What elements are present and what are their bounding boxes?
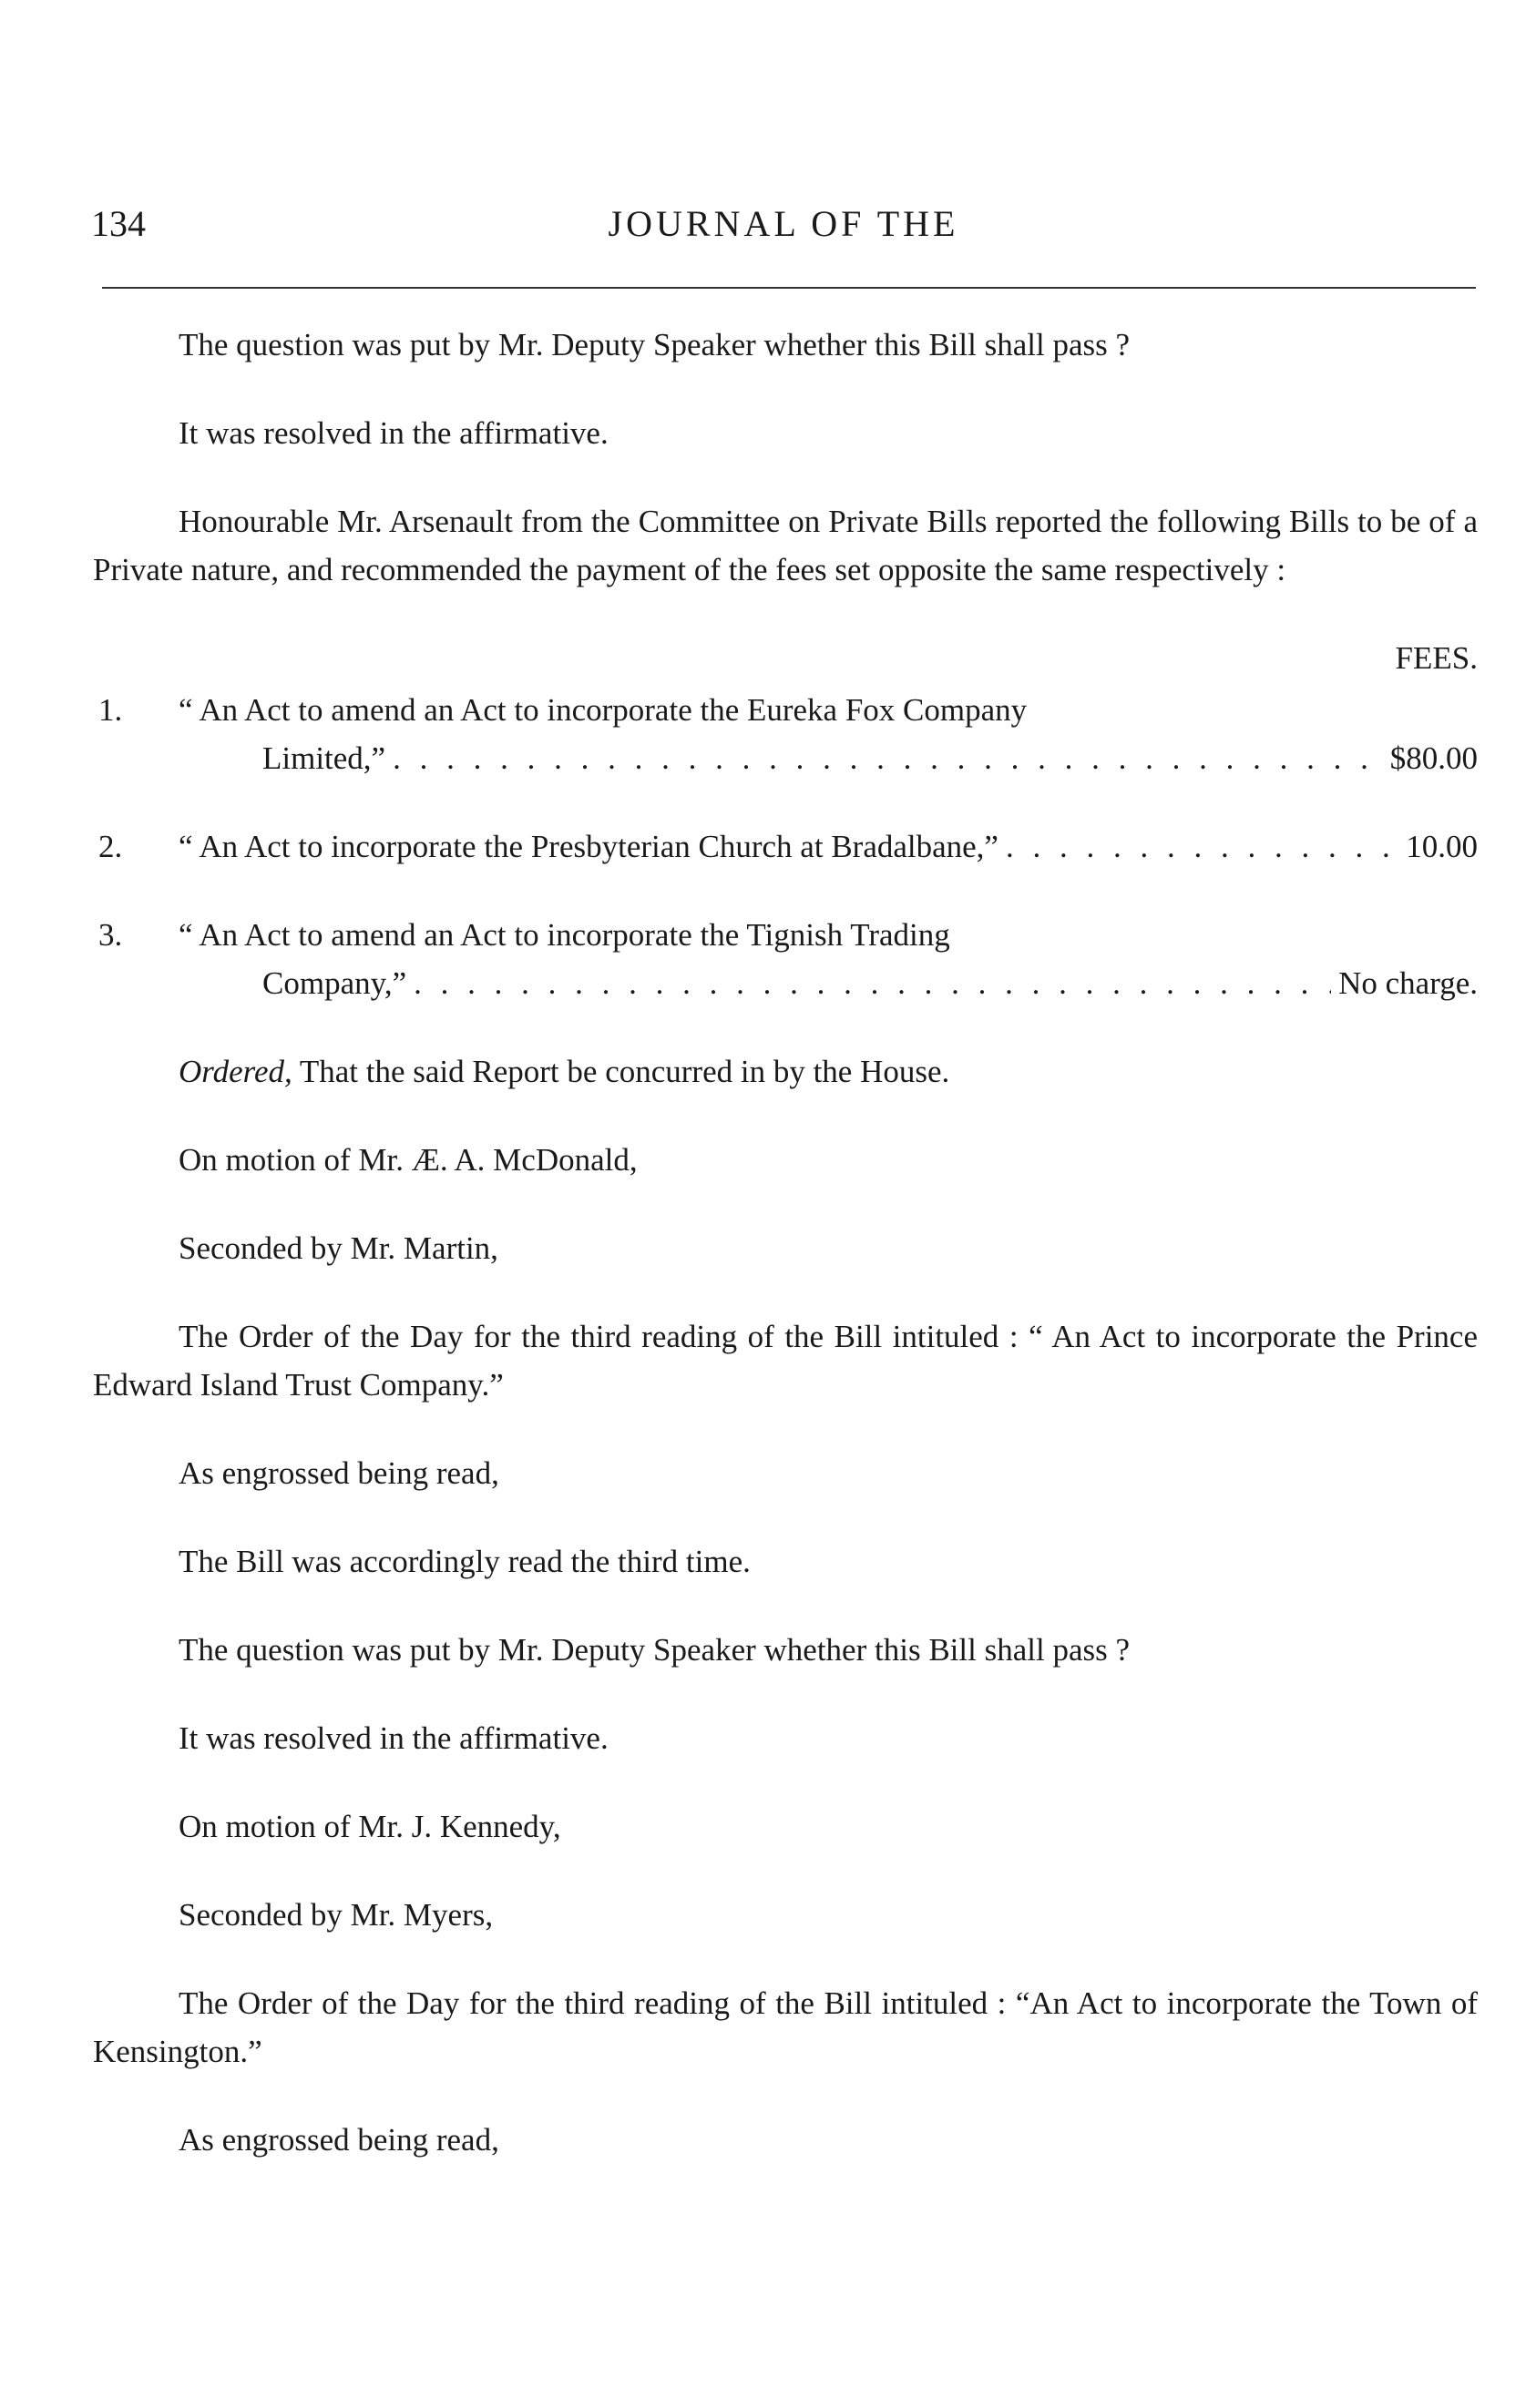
page-header: [91, 202, 1476, 257]
bill-fee: No charge.: [1338, 965, 1478, 1001]
paragraph: It was resolved in the affirmative.: [179, 415, 609, 451]
bill-fee-line: [179, 734, 1478, 782]
paragraph: The question was put by Mr. Deputy Speaker whether this Bill shall pass ?: [179, 327, 1131, 362]
bill-fee-line: [179, 959, 1478, 1007]
ordered-paragraph: [93, 1047, 1478, 1096]
paragraph: It was resolved in the affirmative.: [179, 1720, 609, 1756]
paragraph: Honourable Mr. Arsenault from the Committee on Private Bills reported the following Bills to be of a Private nature, and recommended the payment of the fees set opposite the same respectively :: [93, 504, 1478, 587]
dot-leader: [1006, 822, 1398, 871]
bill-item: [93, 911, 1478, 1007]
running-title: JOURNAL OF THE: [608, 203, 959, 244]
page-body: [93, 321, 1478, 2204]
paragraph: Seconded by Mr. Martin,: [179, 1230, 498, 1266]
header-rule: [102, 287, 1476, 289]
paragraph: As engrossed being read,: [179, 1455, 499, 1491]
bill-number: 3.: [98, 917, 123, 953]
bill-title-continuation: Limited,”: [262, 740, 386, 776]
bill-title-line: “ An Act to incorporate the Presbyterian Church at Bradalbane,”: [179, 829, 998, 864]
bill-number: 1.: [98, 692, 123, 728]
bill-fee: $80.00: [1389, 740, 1478, 776]
bill-title-continuation: Company,”: [262, 965, 407, 1001]
paragraph: The question was put by Mr. Deputy Speaker whether this Bill shall pass ?: [179, 1632, 1131, 1668]
bill-fee-line: [179, 822, 1478, 871]
bill-fee: 10.00: [1406, 829, 1478, 864]
bill-item: [93, 822, 1478, 871]
page-number: 134: [91, 203, 146, 244]
paragraph: The Order of the Day for the third reading of the Bill intituled : “An Act to incorporate the Town of Kensington.”: [93, 1985, 1478, 2069]
bill-item: [93, 686, 1478, 782]
paragraph: On motion of Mr. J. Kennedy,: [179, 1809, 561, 1844]
dot-leader: [414, 959, 1331, 1007]
bill-number: 2.: [98, 829, 123, 864]
fees-heading: FEES.: [1395, 640, 1478, 676]
bill-title-line: “ An Act to amend an Act to incorporate the Tignish Trading: [179, 917, 950, 953]
paragraph: The Order of the Day for the third reading of the Bill intituled : “ An Act to incorporate the Prince Edward Island Trust Company.”: [93, 1319, 1478, 1403]
paragraph: As engrossed being read,: [179, 2122, 499, 2158]
paragraph: Seconded by Mr. Myers,: [179, 1897, 494, 1933]
paragraph: The Bill was accordingly read the third time.: [179, 1544, 751, 1579]
ordered-label: Ordered,: [179, 1054, 292, 1089]
dot-leader: [393, 734, 1383, 782]
paragraph: On motion of Mr. Æ. A. McDonald,: [179, 1142, 638, 1178]
ordered-text: That the said Report be concurred in by the House.: [299, 1054, 950, 1089]
bill-title-line: “ An Act to amend an Act to incorporate the Eureka Fox Company: [179, 692, 1028, 728]
